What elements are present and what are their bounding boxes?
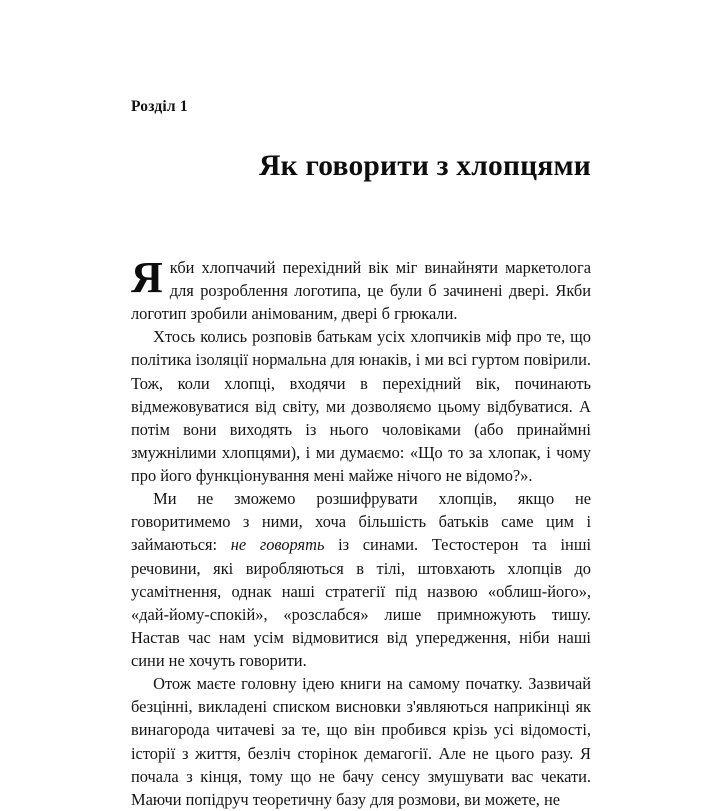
body-text	[131, 252, 591, 811]
drop-cap-letter: Я	[131, 252, 163, 302]
paragraph-2: Хтось колись розповів батькам усіх хлопчиків міф про те, що політика ізоляції нормальна для юнаків, і ми всі гуртом повірили. Тож, коли хлопці, входячи в перехідний вік, починають відмежовуватися від світу, ми дозволяємо цьому відбуватися. А потім вони виходять із нього чоловіками (або принаймні змужнілими хлопцями), і ми думаємо: «Що то за хлопак, і чому про його функціонування мені майже нічого не відомо?».	[131, 327, 591, 486]
chapter-label: Розділ 1	[131, 98, 188, 115]
paragraph-1-text: кби хлопчачий перехідний вік міг винайняти маркетолога для розроблення логотипа, це були б зачинені двері. Якби логотип зробили анімованим, двері б грюкали.	[131, 257, 591, 324]
page-content	[131, 98, 591, 811]
paragraph-1	[131, 252, 591, 325]
paragraph-4: Отож маєте головну ідею книги на самому початку. Зазвичай безцінні, викладені списком висновки з'являються наприкінці як винагорода читачеві за те, що він пробився крізь усі відомості, історії з життя, безліч сторінок демагогії. Але не цього разу. Я почала з кінця, тому що не бачу сенсу змушувати вас чекати. Маючи попідруч теоретичну базу для розмови, ви можете, не	[131, 674, 591, 809]
paragraph-3: Ми не зможемо розшифрувати хлопців, якщо не говоритимемо з ними, хоча більшість батьків саме цим і займаються: не говорять із синами. Тестостерон та інші речовини, які виробляються в тілі, штовхають хлопців до усамітнення, однак наші стратегії під назвою «облиш-його», «дай-йому-спокій», «розслабся» лише примножують тишу. Настав час нам усім відмовитися від упередження, ніби наші сини не хочуть говорити.	[131, 489, 591, 671]
chapter-title: Як говорити з хлопцями	[259, 150, 591, 182]
emphasis-text: не говорять	[230, 535, 325, 555]
